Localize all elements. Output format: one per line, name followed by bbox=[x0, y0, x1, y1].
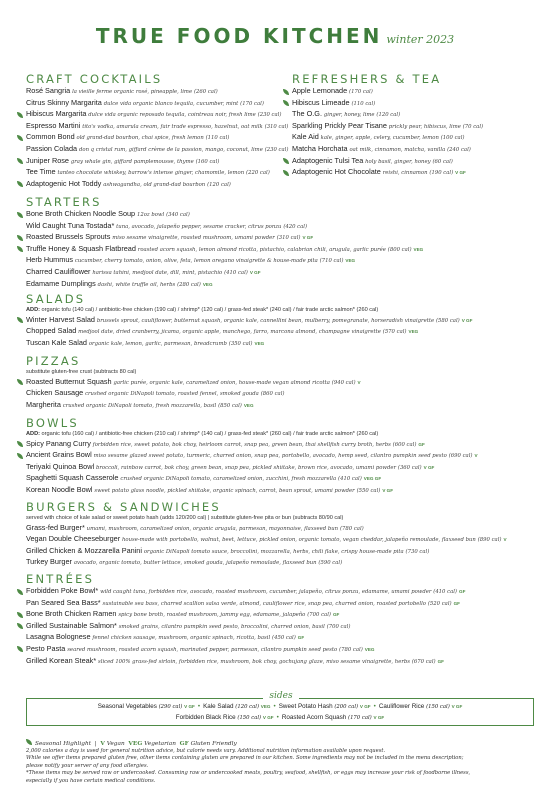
menu-item-name: Teriyaki Quinoa Bowl bbox=[26, 461, 95, 471]
menu-item bbox=[26, 598, 534, 610]
bullet-separator: • bbox=[273, 703, 276, 710]
menu-item-calories: (280 cal) bbox=[177, 281, 201, 288]
menu-item-description: broccoli, rainbow carrot, bok choy, green bean, snap pea, pickled shiitake, brown rice, avocado, umami powder bbox=[96, 464, 397, 471]
menu-item-name: Bone Broth Chicken Ramen bbox=[26, 609, 117, 619]
menu-item-description: dulce vida organic reposado tequila, cointreau noir, fresh lime bbox=[88, 112, 256, 119]
menu-item-calories: (230 cal) bbox=[264, 146, 289, 153]
menu-item-description: fennel chicken sausage, mushroom, organic spinach, ricotta, basil bbox=[92, 635, 271, 642]
menu-item-calories: (60 cal) bbox=[432, 158, 453, 165]
menu-item bbox=[26, 656, 534, 668]
side-item-calories: (150 cal) bbox=[426, 704, 450, 710]
menu-item bbox=[26, 534, 534, 546]
dietary-tag: V GF bbox=[302, 235, 314, 241]
dietary-tag: VEG bbox=[408, 329, 419, 335]
pizzas-section bbox=[26, 354, 534, 411]
menu-item-description: wild caught tuna, forbidden rice, avocado, roasted mushroom, cucumber, jalapeño, citrus ponzu, edamame, umami powder bbox=[100, 589, 432, 595]
menu-item-name: Grilled Chicken & Mozzarella Panini bbox=[26, 545, 142, 555]
menu-item-description: umami, mushroom, caramelized onion, organic arugula, parmesan, mayonnaise, flaxseed bun bbox=[86, 525, 339, 532]
section-heading-bowls: BOWLS bbox=[26, 416, 79, 430]
menu-item bbox=[26, 523, 534, 535]
menu-item-name: Apple Lemonade bbox=[292, 86, 348, 95]
menu-item bbox=[26, 267, 534, 279]
menu-item-name: Roasted Brussels Sprouts bbox=[26, 232, 111, 242]
starter-list bbox=[26, 209, 534, 290]
footer-raw-warning: *These items may be served raw or undercooked. Consuming raw or undercooked meats, poultry, seafood, shellfish, or eggs may increase your risk of foodborne illness, bbox=[26, 770, 471, 777]
side-item bbox=[176, 714, 274, 721]
season-label: winter 2023 bbox=[386, 33, 455, 46]
leaf-icon bbox=[17, 112, 23, 118]
leaf-icon bbox=[17, 212, 23, 218]
menu-item-name: Edamame Dumplings bbox=[26, 278, 96, 288]
menu-item-calories: (310 cal) bbox=[276, 235, 301, 242]
menu-item-calories: (170 cal) bbox=[349, 89, 373, 95]
menu-item-calories: (420 cal) bbox=[283, 223, 308, 230]
leaf-icon bbox=[17, 646, 23, 652]
dietary-tag: GF bbox=[437, 658, 444, 664]
bowl-list bbox=[26, 439, 534, 497]
menu-item-description: organic DiNapoli tomato sauce, broccolini, mozzarella, herbs, chili flake, crispy house-made pita bbox=[143, 548, 404, 555]
menu-item-calories: (580 cal) bbox=[435, 317, 460, 324]
menu-item-calories: (120 cal) bbox=[376, 112, 401, 119]
menu-item-description: dulce vida organic blanco tequila, cucumber, mint bbox=[103, 100, 239, 107]
dietary-tag: V GF bbox=[461, 317, 473, 323]
menu-item bbox=[26, 632, 534, 644]
menu-item bbox=[26, 388, 534, 400]
menu-item-calories: (220 cal) bbox=[246, 170, 270, 177]
dietary-tag: VEG bbox=[413, 246, 424, 252]
menu-item-name: Citrus Skinny Margarita bbox=[26, 97, 102, 107]
menu-item-description: tito's vodka, amarula cream, fair trade espresso, hazelnut, oat milk bbox=[82, 123, 263, 130]
menu-item bbox=[26, 377, 534, 389]
menu-item bbox=[292, 86, 538, 98]
menu-item-name: Herb Hummus bbox=[26, 255, 74, 265]
section-heading-salads: SALADS bbox=[26, 292, 86, 306]
menu-item-name: Sparkling Prickly Pear Tisane bbox=[292, 120, 387, 130]
burgers-section bbox=[26, 500, 534, 569]
menu-item-name: Rosé Sangria bbox=[26, 86, 71, 95]
sides-row-1 bbox=[27, 702, 533, 713]
side-item-name: Roasted Acorn Squash bbox=[281, 713, 347, 721]
menu-item-name: Spaghetti Squash Casserole bbox=[26, 473, 119, 483]
menu-item-description: dashi, white truffle oil, herbs bbox=[97, 281, 176, 288]
menu-item-description: 12oz bowl bbox=[136, 212, 165, 218]
menu-item bbox=[26, 232, 534, 244]
dietary-tag: VEG GF bbox=[363, 476, 382, 482]
burger-list bbox=[26, 523, 534, 569]
menu-item-name: Wild Caught Tuna Tostada* bbox=[26, 220, 115, 230]
dietary-tag: V GF bbox=[455, 170, 466, 176]
menu-item-calories: (260 cal) bbox=[193, 89, 218, 95]
menu-item-calories: (450 cal) bbox=[272, 635, 296, 642]
bowls-addons: ADD: organic tofu (160 cal) / antibiotic-free chicken (210 cal) / shrimp* (140 cal) / grass-fed steak* (260 cal) / fair trade arctic salmon* (260 cal) bbox=[26, 431, 379, 437]
section-heading-refreshers: REFRESHERS & TEA bbox=[292, 72, 442, 86]
menu-item bbox=[26, 244, 534, 256]
leaf-icon bbox=[17, 135, 23, 141]
bullet-separator: • bbox=[197, 703, 201, 710]
side-item-name: Cauliflower Rice bbox=[378, 703, 425, 710]
dietary-tag: GF bbox=[332, 612, 340, 618]
refresher-list bbox=[292, 86, 538, 179]
menu-item-name: Hibiscus Limeade bbox=[292, 97, 350, 107]
menu-item-calories: (520 cal) bbox=[427, 600, 452, 607]
menu-item-name: Turkey Burger bbox=[26, 557, 72, 567]
menu-item-description: don q cristal rum, giffard crème de la passion, mango, coconut, lime bbox=[78, 146, 263, 153]
leaf-icon bbox=[17, 235, 23, 241]
dietary-tag: V GF bbox=[382, 487, 394, 493]
side-item-calories: (150 cal) bbox=[237, 714, 262, 721]
menu-item-name: Bone Broth Chicken Noodle Soup bbox=[26, 209, 136, 218]
side-item-name: Forbidden Black Rice bbox=[175, 713, 236, 721]
menu-item-description: avocado, organic tomato, butter lettuce, smoked gouda, jalapeño remoulade, flaxseed bun bbox=[73, 560, 317, 567]
menu-item bbox=[292, 121, 538, 133]
section-heading-entrees: ENTRÉES bbox=[26, 572, 95, 586]
menu-item bbox=[26, 473, 534, 485]
dietary-tag: V bbox=[357, 379, 361, 385]
side-item-calories: (290 cal) bbox=[158, 704, 183, 710]
menu-item-description: brussels sprout, cauliflower, butternut squash, organic kale, cannellini bean, mulberry, pomegranate, horseradish vinaigrette bbox=[96, 317, 435, 324]
menu-item-description: prickly pear, hibiscus, lime bbox=[388, 123, 461, 130]
dietary-tag: V GF bbox=[373, 714, 385, 720]
pizza-note: substitute gluten-free crust (subtracts 80 cal) bbox=[26, 369, 137, 375]
menu-item bbox=[26, 326, 534, 338]
side-item-calories: (120 cal) bbox=[235, 704, 260, 710]
menu-item-calories: (940 cal) bbox=[331, 379, 356, 386]
menu-item-name: Truffle Honey & Squash Flatbread bbox=[26, 243, 136, 253]
menu-item-description: harissa tahini, medjool date, dill, mint, pistachio bbox=[92, 269, 223, 276]
menu-item-description: sweet potato glass noodle, pickled shiitake, organic spinach, carrot, bean sprout, umami powder bbox=[94, 487, 355, 494]
dietary-tag: VEG bbox=[243, 402, 254, 408]
dietary-tag: VEG bbox=[254, 340, 265, 346]
menu-item-name: Chicken Sausage bbox=[26, 388, 84, 398]
menu-item bbox=[26, 156, 288, 168]
sides-box bbox=[26, 691, 534, 726]
dietary-tag: GF bbox=[418, 441, 425, 447]
side-item-name: Sweet Potato Hash bbox=[278, 703, 333, 710]
menu-item-description: reishi, cinnamon bbox=[382, 170, 428, 177]
side-item bbox=[282, 714, 384, 721]
menu-item-name: Charred Cauliflower bbox=[26, 266, 91, 276]
menu-item bbox=[26, 144, 288, 156]
menu-item-calories: (700 cal) bbox=[307, 612, 331, 619]
salads-section bbox=[26, 292, 534, 349]
menu-item-name: Vegan Double Cheeseburger bbox=[26, 534, 121, 544]
leaf-icon bbox=[26, 739, 32, 745]
menu-item-calories: (670 cal) bbox=[411, 658, 436, 665]
menu-item bbox=[26, 485, 534, 497]
leaf-icon bbox=[17, 379, 23, 385]
menu-item-calories: (240 cal) bbox=[447, 146, 471, 153]
menu-item bbox=[292, 167, 538, 179]
menu-item bbox=[26, 209, 534, 221]
dietary-tag: GF bbox=[297, 635, 305, 641]
menu-item-description: tanteo chocolate whiskey, barrow's intense ginger, chamomile, lemon bbox=[57, 170, 245, 177]
menu-item-name: Spicy Panang Curry bbox=[26, 438, 91, 448]
menu-item bbox=[26, 132, 288, 144]
craft-cocktails-section bbox=[26, 72, 288, 190]
menu-item-name: Pesto Pasta bbox=[26, 643, 66, 653]
menu-item-description: oat milk, cinnamon, matcha, vanilla bbox=[349, 146, 446, 153]
dietary-tag: VEG bbox=[202, 281, 213, 287]
menu-item-calories: (410 cal) bbox=[433, 589, 457, 595]
menu-item-name: Winter Harvest Salad bbox=[26, 314, 95, 324]
menu-item-calories: (850 cal) bbox=[218, 402, 242, 409]
starters-section bbox=[26, 195, 534, 290]
bullet-separator: • bbox=[276, 713, 279, 721]
menu-item bbox=[292, 132, 538, 144]
menu-item-calories: (310 cal) bbox=[264, 123, 289, 130]
menu-item-name: Adaptogenic Hot Toddy bbox=[26, 178, 102, 188]
side-item bbox=[379, 703, 462, 710]
bowls-section bbox=[26, 416, 534, 497]
refreshers-section bbox=[292, 72, 538, 179]
menu-item-description: old grand-dad bourbon, chai spice, fresh lemon bbox=[76, 135, 204, 142]
menu-item-calories: (780 cal) bbox=[339, 525, 364, 532]
menu-item-name: Espresso Martini bbox=[26, 120, 81, 130]
menu-item-name: Pan Seared Sea Bass* bbox=[26, 597, 101, 607]
menu-item-calories: (710 cal) bbox=[319, 258, 344, 265]
menu-item bbox=[26, 255, 534, 267]
menu-item-name: Chopped Salad bbox=[26, 326, 77, 336]
side-item bbox=[203, 703, 270, 710]
leaf-icon bbox=[17, 317, 23, 323]
menu-item-calories: (890 cal) bbox=[477, 537, 502, 544]
menu-item-name: Ancient Grains Bowl bbox=[26, 450, 92, 460]
dietary-tag: VEG bbox=[364, 646, 375, 652]
menu-item-name: Adaptogenic Tulsi Tea bbox=[292, 155, 364, 165]
menu-item-name: Juniper Rose bbox=[26, 155, 69, 165]
menu-item bbox=[26, 450, 534, 462]
menu-item-calories: (600 cal) bbox=[392, 441, 417, 448]
leaf-icon bbox=[17, 623, 23, 629]
section-heading-starters: STARTERS bbox=[26, 195, 102, 209]
leaf-icon bbox=[17, 612, 23, 618]
menu-item-description: sustainable sea bass, charred scallion salsa verde, almond, cauliflower rice, snap pea, charred onion, roasted portobello bbox=[102, 600, 426, 607]
menu-item bbox=[26, 439, 534, 451]
menu-item-calories: (350 cal) bbox=[228, 340, 253, 347]
menu-item-description: ginger, honey, lime bbox=[323, 112, 375, 119]
menu-item-name: Grilled Sustainable Salmon* bbox=[26, 620, 117, 630]
menu-item-description: miso sesame vinaigrette, roasted mushroom, umami powder bbox=[112, 235, 275, 242]
menu-item-name: Grass-fed Burger* bbox=[26, 522, 85, 532]
menu-item-name: Margherita bbox=[26, 399, 61, 409]
menu-item-calories: (100 cal) bbox=[440, 135, 465, 142]
menu-item-calories: (160 cal) bbox=[195, 158, 220, 165]
menu-item-name: Tuscan Kale Salad bbox=[26, 337, 87, 347]
menu-item-description: crushed organic DiNapoli tomato, roasted fennel, smoked gouda bbox=[85, 391, 259, 398]
menu-item-description: gray whale gin, giffard pamplemousse, thyme bbox=[70, 158, 194, 165]
sides-row-2 bbox=[27, 713, 533, 724]
menu-item bbox=[26, 109, 288, 121]
menu-item-description: house-made with portobello, walnut, beet, lettuce, pickled onion, organic tomato, vegan cheddar, jalapeño remoulade, flaxseed bun bbox=[121, 537, 476, 544]
menu-item-calories: (860 cal) bbox=[260, 391, 285, 398]
menu-item-description: seared mushroom, roasted acorn squash, marinated pepper, parmesan, cilantro pumpkin seed pesto bbox=[67, 646, 338, 653]
menu-item-description: tuna, avocado, jalapeño pepper, sesame cracker, citrus ponzu bbox=[116, 223, 282, 230]
menu-item-calories: (590 cal) bbox=[318, 560, 343, 567]
menu-item-calories: (410 cal) bbox=[224, 269, 248, 276]
menu-item bbox=[26, 586, 534, 598]
menu-item-description: la vieille ferme organic rosé, pineapple, lime bbox=[72, 89, 193, 95]
leaf-icon bbox=[17, 589, 23, 595]
menu-item-calories: (800 cal) bbox=[387, 246, 412, 253]
menu-item-name: Forbidden Poke Bowl* bbox=[26, 586, 99, 595]
menu-item bbox=[26, 315, 534, 327]
menu-item-description: organic kale, lemon, garlic, parmesan, breadcrumb bbox=[88, 340, 227, 347]
side-item bbox=[98, 703, 195, 710]
menu-item-name: Adaptogenic Hot Chocolate bbox=[292, 167, 381, 177]
restaurant-title: TRUE FOOD KITCHEN bbox=[95, 24, 383, 48]
menu-item-calories: (570 cal) bbox=[382, 329, 407, 336]
menu-item-calories: (780 cal) bbox=[339, 646, 363, 653]
menu-item-calories: (730 cal) bbox=[405, 548, 430, 555]
menu-item-description: forbidden rice, sweet potato, bok choy, heirloom carrot, snap pea, green bean, thai shellfish curry broth, herbs bbox=[92, 441, 391, 448]
menu-item bbox=[292, 98, 538, 110]
menu-item bbox=[26, 179, 288, 191]
menu-item-description: medjool date, dried cranberry, jicama, organic apple, manchego, farro, marcona almond, champagne vinaigrette bbox=[78, 329, 381, 336]
menu-item-name: Tee Time bbox=[26, 167, 56, 177]
leaf-icon bbox=[17, 246, 23, 252]
menu-item bbox=[26, 644, 534, 656]
menu-item bbox=[292, 109, 538, 121]
menu-item-description: crushed organic DiNapoli tomato, caramelized onion, zucchini, fresh mozzarella bbox=[120, 476, 337, 483]
section-heading-burgers: BURGERS & SANDWICHES bbox=[26, 500, 221, 514]
menu-item-name: Passion Colada bbox=[26, 143, 78, 153]
menu-item-name: Hibiscus Margarita bbox=[26, 109, 87, 119]
dietary-tag: GF bbox=[453, 600, 460, 606]
dietary-tag: V GF bbox=[184, 704, 195, 709]
menu-item-name: Common Bond bbox=[26, 132, 75, 142]
menu-item-name: Roasted Butternut Squash bbox=[26, 376, 112, 386]
menu-item-calories: (340 cal) bbox=[166, 212, 190, 218]
sides-heading: sides bbox=[263, 691, 299, 701]
menu-item-description: holy basil, ginger, honey bbox=[365, 158, 431, 165]
salad-list bbox=[26, 315, 534, 350]
menu-item-description: miso sesame glazed sweet potato, turmeric, charred onion, snap pea, portobello, avocado, hemp seed, cilantro pumpkin seed pesto bbox=[93, 453, 447, 460]
side-item bbox=[279, 703, 371, 710]
menu-item-calories: (410 cal) bbox=[338, 476, 362, 483]
menu-item bbox=[26, 121, 288, 133]
menu-item bbox=[26, 557, 534, 569]
menu-item bbox=[26, 546, 534, 558]
menu-item-calories: (190 cal) bbox=[429, 170, 454, 177]
bullet-separator: • bbox=[373, 703, 376, 710]
menu-item bbox=[26, 98, 288, 110]
section-heading-cocktails: CRAFT COCKTAILS bbox=[26, 72, 163, 86]
menu-item-description: smoked grains, cilantro pumpkin seed pesto, broccolini, charred onion, basil bbox=[118, 623, 325, 630]
menu-item-calories: (110 cal) bbox=[205, 135, 230, 142]
burgers-note: served with choice of kale salad or sweet potato hash (adds 120/200 cal) | substitute gluten-free pita or bun (subtracts 80/90 cal) bbox=[26, 515, 344, 521]
menu-item-description: cucumber, cherry tomato, onion, olive, feta, lemon oregano vinaigrette & house-made pita bbox=[74, 258, 318, 265]
menu-item-description: sliced 100% grass-fed sirloin, forbidden rice, mushroom, bok choy, gochujang glaze, miso sesame vinaigrette, herbs bbox=[98, 658, 410, 665]
menu-item bbox=[292, 156, 538, 168]
menu-item bbox=[26, 221, 534, 233]
menu-item-calories: (120 cal) bbox=[207, 181, 231, 188]
menu-item-calories: (550 cal) bbox=[356, 487, 381, 494]
menu-item-calories: (170 cal) bbox=[240, 100, 264, 107]
menu-item-calories: (690 cal) bbox=[448, 453, 473, 460]
dietary-tag: VEG bbox=[345, 258, 356, 264]
leaf-icon bbox=[17, 181, 23, 187]
menu-item-calories: (360 cal) bbox=[397, 464, 422, 471]
dietary-tag: V GF bbox=[423, 464, 435, 470]
cocktail-list bbox=[26, 86, 288, 190]
menu-header bbox=[0, 24, 550, 48]
footer-gluten-note: While we offer items prepared gluten free, other items containing gluten are prepared in our kitchen. Some ingredients may not be included in the menu description; bbox=[26, 755, 464, 762]
menu-footer bbox=[26, 739, 534, 785]
footer-calorie-note: 2,000 calories a day is used for general nutrition advice, but calorie needs vary. Additional nutrition information available upon request. bbox=[26, 748, 386, 754]
menu-item-description: roasted acorn squash, lemon almond ricotta, pistachio, calabrian chili, arugula, garlic purée bbox=[137, 246, 386, 253]
menu-item bbox=[26, 338, 534, 350]
pizza-list bbox=[26, 377, 534, 412]
menu-item-description: spicy bone broth, roasted mushroom, jammy egg, edamame, jalapeño bbox=[118, 612, 306, 619]
section-heading-pizzas: PIZZAS bbox=[26, 354, 81, 368]
menu-item-description: garlic purée, organic kale, caramelized onion, house-made vegan almond ricotta bbox=[113, 379, 330, 386]
menu-item-name: Lasagna Bolognese bbox=[26, 632, 91, 642]
entrees-section bbox=[26, 572, 534, 667]
menu-item-name: Matcha Horchata bbox=[292, 143, 348, 153]
dietary-legend: Seasonal Highlight | V Vegan VEG Vegetarian GF Gluten Friendly bbox=[26, 739, 534, 748]
dietary-tag: V bbox=[474, 453, 478, 459]
menu-item bbox=[26, 621, 534, 633]
menu-item-description: kale, ginger, apple, celery, cucumber, lemon bbox=[320, 135, 439, 142]
dietary-tag: GF bbox=[459, 589, 466, 594]
menu-item bbox=[26, 167, 288, 179]
menu-item-name: Grilled Korean Steak* bbox=[26, 655, 97, 665]
side-item-calories: (200 cal) bbox=[334, 704, 359, 710]
menu-item bbox=[26, 609, 534, 621]
menu-item-calories: (230 cal) bbox=[257, 112, 282, 119]
menu-item-description: ashwagandha, old grand-dad bourbon bbox=[103, 181, 206, 188]
salads-addons: ADD: organic tofu (140 cal) / antibiotic-free chicken (190 cal) / shrimp* (120 cal) / grass-fed steak* (240 cal) / fair trade arctic salmon* (260 cal) bbox=[26, 307, 379, 313]
menu-item bbox=[26, 462, 534, 474]
dietary-tag: V bbox=[503, 537, 507, 543]
menu-item-name: Kale Aid bbox=[292, 132, 319, 142]
menu-item-calories: (700 cal) bbox=[326, 623, 351, 630]
dietary-tag: VEG bbox=[260, 704, 271, 709]
menu-item-calories: (110 cal) bbox=[351, 100, 376, 107]
menu-item bbox=[26, 400, 534, 412]
leaf-icon bbox=[17, 158, 23, 164]
dietary-tag: V GF bbox=[359, 704, 371, 709]
menu-item-description: crushed organic DiNapoli tomato, fresh mozzarella, basil bbox=[62, 402, 217, 409]
side-item-calories: (170 cal) bbox=[348, 714, 372, 721]
menu-item-calories: (70 cal) bbox=[462, 123, 484, 130]
menu-item-name: Korean Noodle Bowl bbox=[26, 484, 93, 494]
leaf-icon bbox=[17, 441, 23, 447]
menu-item bbox=[26, 86, 288, 98]
menu-item bbox=[26, 279, 534, 291]
dietary-tag: V GF bbox=[262, 714, 274, 720]
leaf-icon bbox=[17, 453, 23, 459]
side-item-name: Kale Salad bbox=[203, 703, 234, 710]
dietary-tag: V GF bbox=[249, 269, 261, 275]
footer-raw-warning-2: especially if you have certain medical conditions. bbox=[26, 777, 156, 784]
entree-list bbox=[26, 586, 534, 667]
menu-item bbox=[292, 144, 538, 156]
footer-allergy-note: please notify your server of any food allergies. bbox=[26, 762, 149, 769]
dietary-tag: V GF bbox=[451, 704, 463, 709]
menu-item-name: The O.G. bbox=[292, 109, 323, 119]
side-item-name: Seasonal Vegetables bbox=[97, 703, 157, 710]
